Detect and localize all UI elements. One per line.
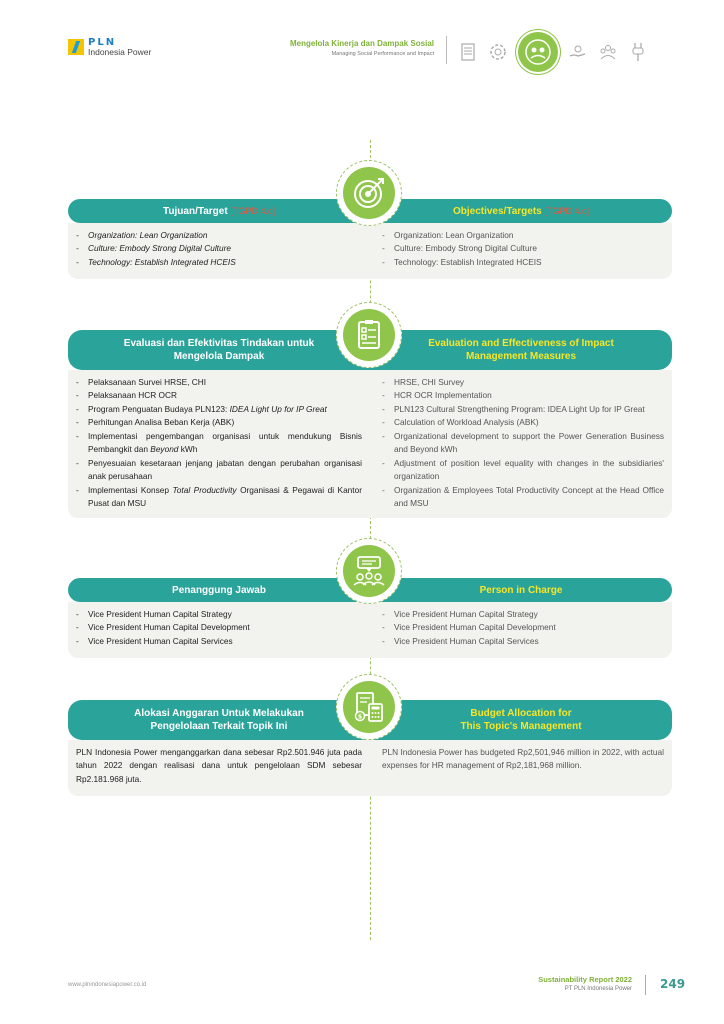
team-chat-icon — [352, 556, 386, 586]
list-item-text: Implementasi Konsep — [88, 484, 169, 495]
list-item: - Vice President Human Capital Development — [382, 621, 664, 634]
list-item: - Technology: Establish Integrated HCEIS — [382, 256, 664, 269]
logo-subtitle: Indonesia Power — [88, 47, 152, 57]
list-item: - Pelaksanaan HCR OCR — [76, 389, 362, 402]
list-item: - Adjustment of position level equality with changes in the subsidiaries' organization — [382, 457, 664, 484]
list-item: - Pelaksanaan Survei HRSE, CHI — [76, 376, 362, 389]
section-icon-badge — [336, 160, 402, 226]
pln-lightning-icon — [68, 39, 84, 55]
left-column — [68, 740, 370, 796]
left-column — [68, 602, 370, 658]
social-impact-icon[interactable] — [518, 32, 558, 72]
section-content — [68, 370, 672, 518]
plug-icon[interactable] — [628, 42, 648, 62]
list-item: - HRSE, CHI Survey — [382, 376, 664, 389]
header-divider — [446, 36, 447, 64]
list-item: - Culture: Embody Strong Digital Culture — [76, 242, 362, 255]
list-item-italic: IDEA Light Up for IP Great — [229, 403, 327, 414]
list-item: - Penyesuaian kesetaraan jenjang jabatan dengan perubahan organisasi anak perusahaan — [76, 457, 362, 484]
list-item: - Calculation of Workload Analysis (ABK) — [382, 416, 664, 429]
footer-report-info — [538, 975, 632, 992]
budget-text-id: PLN Indonesia Power menganggarkan dana sebesar Rp2.501.946 juta pada tahun 2022 dengan realisasi dana untuk pengelolaan SDM sebesar Rp2.181.968 juta. — [76, 747, 362, 784]
list-item-text: kWh — [180, 444, 198, 455]
left-heading — [68, 205, 370, 218]
list-item — [76, 403, 362, 416]
right-heading — [370, 205, 672, 218]
list-item: - Vice President Human Capital Strategy — [382, 608, 664, 621]
list-item: - Vice President Human Capital Services — [382, 635, 664, 648]
right-heading-line1: Evaluation and Effectiveness of Impact — [428, 338, 614, 349]
report-title: Sustainability Report 2022 — [538, 975, 632, 984]
right-column — [370, 370, 672, 518]
left-heading — [68, 707, 370, 733]
right-column — [370, 740, 672, 796]
document-icon[interactable] — [458, 42, 478, 62]
left-heading-line1: Evaluasi dan Efektivitas Tindakan untuk — [123, 338, 315, 349]
left-column — [68, 223, 370, 279]
budget-calculator-icon — [353, 691, 385, 723]
list-item: - Organizational development to support the Power Generation Business and Beyond kWh — [382, 430, 664, 457]
list-item: - PLN123 Cultural Strengthening Program: IDEA Light Up for IP Great — [382, 403, 664, 416]
company-name: PT PLN Indonesia Power — [564, 986, 632, 992]
list-item: - Technology: Establish Integrated HCEIS — [76, 256, 362, 269]
list-item: - Organization: Lean Organization — [382, 229, 664, 242]
chapter-subtitle: Managing Social Performance and Impact — [331, 51, 434, 57]
gear-people-icon[interactable] — [488, 42, 508, 62]
right-heading-line2: Management Measures — [465, 351, 577, 362]
logo-name: PLN — [88, 37, 117, 48]
section-content — [68, 740, 672, 796]
list-item-text: Implementasi pengembangan organisasi untuk mendukung Bisnis Pembangkit dan — [88, 430, 362, 455]
list-item: - Vice President Human Capital Services — [76, 635, 362, 648]
budget-text-en: PLN Indonesia Power has budgeted Rp2,501,946 million in 2022, with actual expenses for HR management of Rp2,181,968 million. — [382, 747, 664, 771]
list-item-italic: Beyond — [150, 444, 179, 455]
left-heading-ref: [TGPD 4.c] — [230, 205, 275, 216]
section-content — [68, 602, 672, 658]
right-heading-line1: Budget Allocation for — [470, 708, 572, 719]
list-item — [76, 430, 362, 457]
right-heading-line2: This Topic's Management — [460, 721, 582, 732]
list-item-text: Organisasi & Pegawai di Kantor Pusat dan MSU — [88, 484, 362, 508]
chapter-title: Mengelola Kinerja dan Dampak Sosial — [289, 39, 434, 48]
checklist-icon — [354, 319, 384, 351]
left-heading-line2: Pengelolaan Terkait Topik Ini — [150, 721, 288, 732]
target-icon — [352, 176, 386, 210]
chapter-nav — [458, 32, 648, 72]
list-item: - Organization & Employees Total Productivity Concept at the Head Office and MSU — [382, 484, 664, 511]
page-number: 249 — [660, 977, 686, 991]
chapter-heading — [290, 39, 434, 57]
right-column — [370, 602, 672, 658]
left-heading-line2: Mengelola Dampak — [173, 351, 265, 362]
community-icon[interactable] — [598, 42, 618, 62]
list-item: - Vice President Human Capital Development — [76, 621, 362, 634]
left-column — [68, 370, 370, 518]
list-item-text: Program Penguatan Budaya PLN123: — [88, 403, 228, 414]
left-heading-line1: Alokasi Anggaran Untuk Melakukan — [134, 708, 304, 719]
list-item: - Culture: Embody Strong Digital Culture — [382, 242, 664, 255]
list-item: - Perhitungan Analisa Beban Kerja (ABK) — [76, 416, 362, 429]
list-item: - HCR OCR Implementation — [382, 389, 664, 402]
list-item: - Organization: Lean Organization — [76, 229, 362, 242]
company-logo — [68, 38, 151, 57]
website-url: www.plnindonesiapower.co.id — [68, 982, 147, 988]
right-heading — [370, 337, 672, 363]
right-column — [370, 223, 672, 279]
section-icon-badge — [336, 538, 402, 604]
left-heading: Penanggung Jawab — [172, 584, 266, 596]
svg-text:$: $ — [357, 712, 363, 721]
right-heading-text: Objectives/Targets — [452, 205, 542, 217]
section-content — [68, 223, 672, 279]
right-heading — [370, 707, 672, 733]
right-heading: Person in Charge — [479, 584, 563, 596]
list-item — [76, 484, 362, 511]
section-icon-badge — [336, 302, 402, 368]
footer-divider — [645, 975, 646, 995]
list-item: - Vice President Human Capital Strategy — [76, 608, 362, 621]
list-item-italic: Total Productivity — [172, 484, 237, 495]
hand-care-icon[interactable] — [568, 42, 588, 62]
left-heading-text: Tujuan/Target — [163, 205, 228, 217]
section-icon-badge — [336, 674, 402, 740]
right-heading-ref: [TGPD 4.c] — [544, 205, 590, 216]
left-heading — [68, 337, 370, 363]
